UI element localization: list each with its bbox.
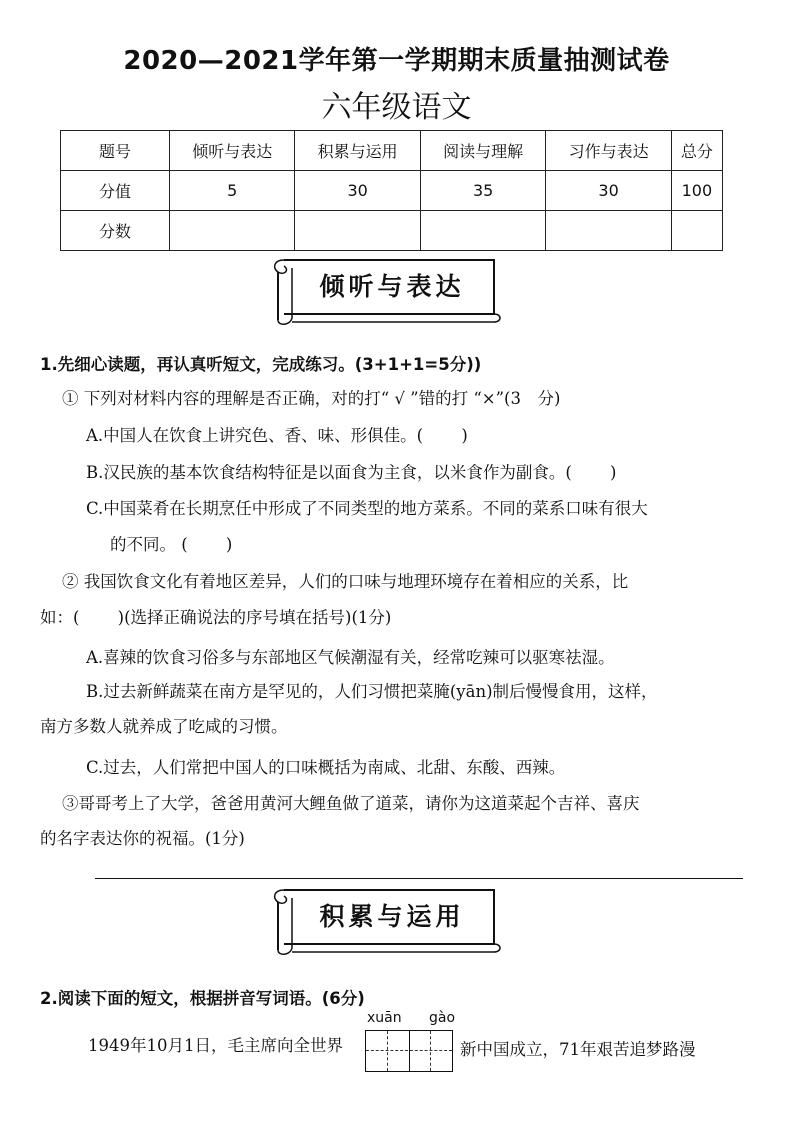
- grid-guide: [387, 1031, 388, 1071]
- character-answer-box[interactable]: [365, 1030, 453, 1072]
- score-input-cell[interactable]: [420, 211, 545, 251]
- option-b: B.过去新鲜蔬菜在南方是罕见的，人们习惯把菜腌(yān)制后慢慢食用，这样，: [86, 682, 658, 701]
- section-banner: [270, 252, 502, 326]
- table-cell: 30: [295, 171, 420, 211]
- passage-text: 新中国成立，71年艰苦追梦路漫: [460, 1040, 696, 1059]
- option-a: A.中国人在饮食上讲究色、香、味、形俱佳。( ): [86, 426, 468, 445]
- score-input-cell[interactable]: [170, 211, 295, 251]
- question-1-3-continued: 的名字表达你的祝福。(1分): [40, 829, 245, 848]
- table-cell: 分值: [61, 171, 170, 211]
- table-row: [61, 171, 723, 211]
- table-row: [61, 131, 723, 171]
- pinyin-label: xuān: [367, 1010, 402, 1026]
- exam-title: 2020—2021学年第一学期期末质量抽测试卷: [123, 46, 670, 76]
- table-row: [61, 211, 723, 251]
- question-1-3: ③哥哥考上了大学，爸爸用黄河大鲤鱼做了道菜，请你为这道菜起个吉祥、喜庆: [62, 794, 640, 813]
- question-1-2: ② 我国饮食文化有着地区差异，人们的口味与地理环境存在着相应的关系，比: [62, 572, 629, 591]
- section-banner: [270, 882, 502, 956]
- pinyin-label: gào: [429, 1010, 456, 1026]
- question-2: 2.阅读下面的短文，根据拼音写词语。(6分): [40, 989, 365, 1008]
- table-cell: 分数: [61, 211, 170, 251]
- table-cell: 阅读与理解: [420, 131, 545, 171]
- table-cell: 题号: [61, 131, 170, 171]
- section-banner-label: 积累与运用: [319, 902, 465, 931]
- section-banner-label: 倾听与表达: [319, 272, 465, 301]
- question-1-1: ① 下列对材料内容的理解是否正确，对的打“ √ ”错的打 “×”(3 分): [62, 389, 561, 408]
- option-c: C.中国菜肴在长期烹任中形成了不同类型的地方菜系。不同的菜系口味有很大: [86, 499, 648, 518]
- answer-line[interactable]: [95, 878, 743, 879]
- table-cell: 倾听与表达: [170, 131, 295, 171]
- character-cell[interactable]: [366, 1031, 410, 1071]
- table-cell: 积累与运用: [295, 131, 420, 171]
- question-1-2-continued: 如：( )(选择正确说法的序号填在括号)(1分): [40, 608, 392, 627]
- option-b-continued: 南方多数人就养成了吃咸的习惯。: [40, 717, 288, 736]
- table-cell: 总分: [671, 131, 722, 171]
- passage-text: 1949年10月1日，毛主席向全世界: [88, 1036, 343, 1055]
- table-cell: 5: [170, 171, 295, 211]
- score-input-cell[interactable]: [671, 211, 722, 251]
- table-cell: 30: [546, 171, 671, 211]
- grid-guide: [430, 1031, 431, 1071]
- score-input-cell[interactable]: [295, 211, 420, 251]
- table-cell: 35: [420, 171, 545, 211]
- option-c: C.过去，人们常把中国人的口味概括为南咸、北甜、东酸、西辣。: [86, 758, 566, 777]
- option-a: A.喜辣的饮食习俗多与东部地区气候潮湿有关，经常吃辣可以驱寒祛湿。: [86, 648, 615, 667]
- table-cell: 习作与表达: [546, 131, 671, 171]
- option-c-continued: 的不同。 ( ): [110, 535, 233, 554]
- question-1: 1.先细心读题，再认真听短文，完成练习。(3+1+1=5分)): [40, 355, 482, 374]
- score-input-cell[interactable]: [546, 211, 671, 251]
- score-table: [60, 130, 723, 251]
- grid-guide: [366, 1050, 452, 1051]
- exam-subtitle: 六年级语文: [321, 90, 472, 125]
- option-b: B.汉民族的基本饮食结构特征是以面食为主食，以米食作为副食。( ): [86, 463, 617, 482]
- table-cell: 100: [671, 171, 722, 211]
